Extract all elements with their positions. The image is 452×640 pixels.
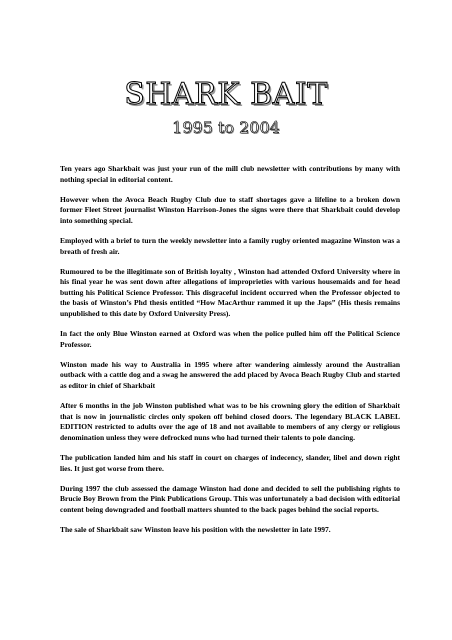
- paragraph: During 1997 the club assessed the damage Winston had done and decided to sell the publishing rights to Brucie Boy Brown from the Pink Publications Group. This was unfortunately a bad decision with editorial content being downgraded and football matters shunted to the back pages behind the social reports.: [60, 483, 400, 514]
- paragraph: The publication landed him and his staff in court on charges of indecency, slander, libel and down right lies. It just got worse from there.: [60, 452, 400, 473]
- paragraph: The sale of Sharkbait saw Winston leave his position with the newsletter in late 1997.: [60, 524, 331, 534]
- paragraph: Rumoured to be the illegitimate son of British loyalty , Winston had attended Oxford University where in his final year he was sent down after allegations of improprieties with various housemaids and for head butting his Political Science Professor. This disgraceful incident occurred when the Professor objected to the basis of Winston’s Phd thesis entitled “How MacArthur rammed it up the Japs” (His thesis remains unpublished to this date by Oxford University Press).: [60, 266, 400, 319]
- paragraph: After 6 months in the job Winston published what was to be his crowning glory the edition of Sharkbait that is now in journalistic circles only spoken off behind closed doors. The legendary BLACK LABEL EDITION restricted to adults over the age of 18 and not available to members of any clergy or religious denomination unless they were defrocked nuns who had turned their talents to pole dancing.: [60, 401, 400, 442]
- paragraph: In fact the only Blue Winston earned at Oxford was when the police pulled him off the Political Science Professor.: [60, 329, 400, 349]
- document-subtitle: 1995 to 2004: [172, 118, 280, 137]
- paragraph: Ten years ago Sharkbait was just your run of the mill club newsletter with contributions by many with nothing special in editorial content.: [60, 164, 400, 184]
- paragraph: Employed with a brief to turn the weekly newsletter into a family rugby oriented magazine Winston was a breath of fresh air.: [60, 235, 400, 256]
- paragraph: Winston made his way to Australia in 1995 where after wandering aimlessly around the Australian outback with a cattle dog and a swag he answered the add placed by Avoca Beach Rugby Club and started as editor in chief of Sharkbait: [60, 359, 400, 390]
- paragraph: However when the Avoca Beach Rugby Club due to staff shortages gave a lifeline to a broken down former Fleet Street journalist Winston Harrison-Jones the signs were there that Sharkbait could develop into something special.: [60, 194, 400, 225]
- document-body: [60, 164, 400, 545]
- document-title: SHARK BAIT: [124, 77, 328, 112]
